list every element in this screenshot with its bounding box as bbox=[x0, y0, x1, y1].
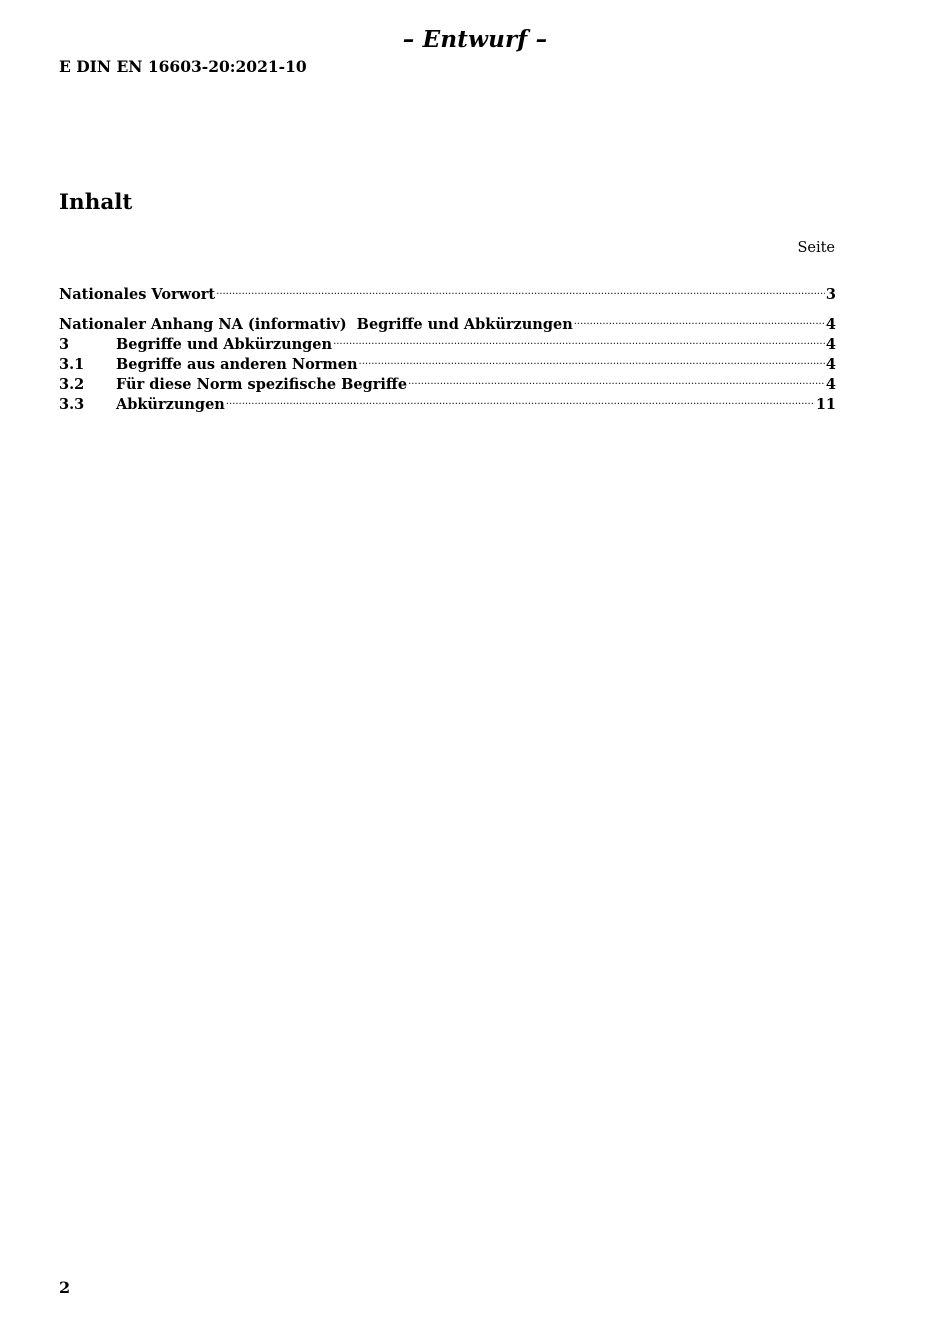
toc-entry-text: Für diese Norm spezifische Begriffe bbox=[116, 376, 408, 393]
toc-entry-page: 4 bbox=[825, 376, 836, 393]
page-number: 2 bbox=[59, 1278, 71, 1297]
toc-title: Inhalt bbox=[59, 190, 133, 215]
toc-dot-leader bbox=[574, 309, 825, 329]
toc-entry-page: 4 bbox=[825, 316, 836, 333]
page-column-label: Seite bbox=[797, 240, 835, 256]
toc-dot-leader bbox=[359, 349, 825, 369]
toc-entry-text: Begriffe und Abkürzungen bbox=[116, 336, 333, 353]
table-of-contents bbox=[59, 279, 836, 413]
document-id: E DIN EN 16603-20:2021-10 bbox=[59, 57, 307, 76]
toc-entry-text: Nationales Vorwort bbox=[59, 286, 216, 303]
toc-dot-leader bbox=[216, 279, 825, 299]
toc-entry-number: 3.2 bbox=[59, 376, 85, 393]
toc-entry-number: 3.3 bbox=[59, 396, 85, 413]
toc-entry-text: Abkürzungen bbox=[116, 396, 225, 413]
toc-entry-page: 11 bbox=[815, 396, 836, 413]
toc-dot-leader bbox=[333, 329, 825, 349]
draft-watermark: – Entwurf – bbox=[402, 26, 548, 53]
toc-entry-number: 3 bbox=[59, 336, 70, 353]
toc-entry-page: 4 bbox=[825, 356, 836, 373]
toc-entry-page: 4 bbox=[825, 336, 836, 353]
toc-entry-nationales-vorwort[interactable] bbox=[59, 279, 836, 303]
toc-entry-number: 3.1 bbox=[59, 356, 85, 373]
toc-entry-text: Nationaler Anhang NA (informativ) Begriffe und Abkürzungen bbox=[59, 316, 573, 333]
toc-entry-nationaler-anhang[interactable] bbox=[59, 309, 836, 333]
toc-entry-page: 3 bbox=[825, 286, 836, 303]
toc-dot-leader bbox=[226, 389, 815, 409]
toc-dot-leader bbox=[408, 369, 825, 389]
toc-entry-text: Begriffe aus anderen Normen bbox=[116, 356, 358, 373]
